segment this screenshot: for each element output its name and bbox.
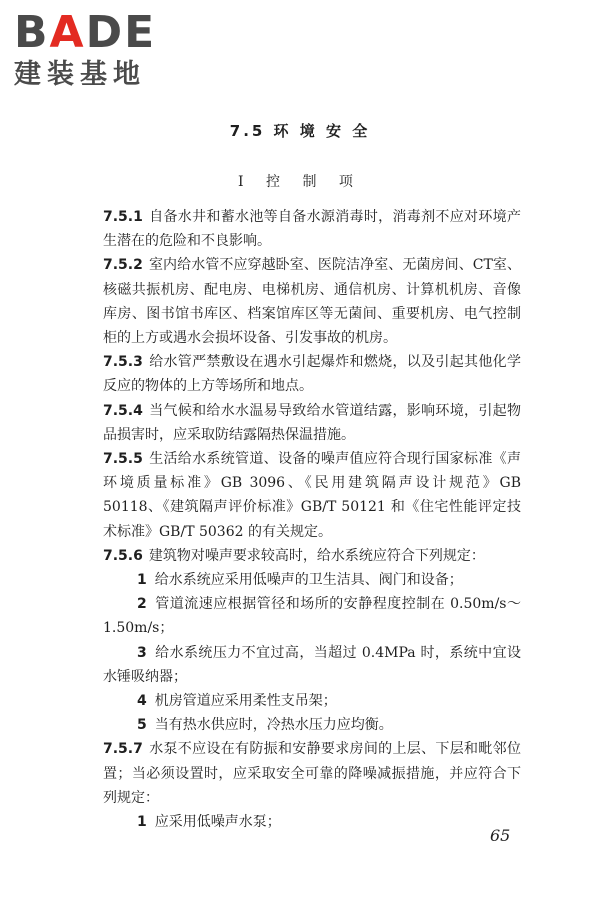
list-item xyxy=(103,689,521,713)
item-text: 机房管道应采用柔性支吊架； xyxy=(154,693,337,710)
clause-text: 室内给水管不应穿越卧室、医院洁净室、无菌房间、CT室、核磁共振机房、配电房、电梯机房、通信机房、计算机机房、音像库房、图书馆书库区、档案馆库区等无菌间、重要机房、电气控制柜的上方或遇水会损坏设备、引发事故的机房。 xyxy=(103,257,521,347)
clause-text: 自备水井和蓄水池等自备水源消毒时，消毒剂不应对环境产生潜在的危险和不良影响。 xyxy=(103,209,521,250)
section-title: 7.5 环 境 安 全 xyxy=(229,122,371,140)
clause-text: 水泵不应设在有防振和安静要求房间的上层、下层和毗邻位置；当必须设置时，应采取安全可靠的降噪减振措施，并应符合下列规定： xyxy=(103,741,521,806)
bade-logo xyxy=(14,7,189,92)
clause-text: 生活给水系统管道、设备的噪声值应符合现行国家标准《声环境质量标准》GB 3096、《民用建筑隔声设计规范》GB 50118、《建筑隔声评价标准》GB/T 50121 和《住宅性能评定技术标准》GB/T 50362 的有关规定。 xyxy=(103,451,521,540)
clause-number: 7.5.1 xyxy=(103,209,143,225)
clause-number: 7.5.7 xyxy=(103,741,143,758)
item-number: 2 xyxy=(137,596,147,613)
list-item xyxy=(103,568,521,592)
item-number: 1 xyxy=(137,572,147,589)
list-item xyxy=(103,592,521,640)
document-body xyxy=(103,205,521,834)
page-number: 65 xyxy=(490,826,511,845)
clause-7-5-1 xyxy=(103,205,521,253)
clause-number: 7.5.4 xyxy=(103,402,143,419)
clause-7-5-3 xyxy=(103,350,521,398)
item-number: 1 xyxy=(137,814,147,831)
clause-text: 给水管严禁敷设在遇水引起爆炸和燃烧，以及引起其他化学反应的物体的上方等场所和地点。 xyxy=(103,354,521,395)
item-text: 当有热水供应时，冷热水压力应均衡。 xyxy=(154,717,393,734)
item-number: 4 xyxy=(137,693,147,710)
logo-subtitle: 建装基地 xyxy=(14,59,146,90)
clause-number: 7.5.5 xyxy=(103,451,143,468)
item-number: 5 xyxy=(137,717,147,734)
clause-number: 7.5.3 xyxy=(103,354,143,371)
clause-7-5-4 xyxy=(103,399,521,447)
logo-accent-letter: A xyxy=(49,7,86,58)
clause-7-5-2 xyxy=(103,253,521,350)
clause-text: 建筑物对噪声要求较高时，给水系统应符合下列规定： xyxy=(148,547,485,564)
list-item xyxy=(103,713,521,737)
clause-7-5-7 xyxy=(103,737,521,810)
subsection-title: Ⅰ 控 制 项 xyxy=(238,174,362,190)
clause-7-5-5 xyxy=(103,447,521,544)
list-item xyxy=(103,810,521,834)
clause-7-5-6 xyxy=(103,544,521,568)
item-text: 给水系统压力不宜过高，当超过 0.4MPa 时，系统中宜设水锤吸纳器； xyxy=(103,644,521,685)
item-text: 应采用低噪声水泵； xyxy=(154,814,281,831)
item-text: 给水系统应采用低噪声的卫生洁具、阀门和设备； xyxy=(154,572,463,589)
item-number: 3 xyxy=(137,644,147,661)
clause-text: 当气候和给水水温易导致给水管道结露，影响环境，引起物品损害时，应采取防结露隔热保温措施。 xyxy=(103,402,521,443)
item-text: 管道流速应根据管径和场所的安静程度控制在 0.50m/s～1.50m/s； xyxy=(103,596,521,637)
list-item xyxy=(103,641,521,689)
clause-number: 7.5.2 xyxy=(103,257,143,274)
clause-number: 7.5.6 xyxy=(103,547,143,564)
logo-wordmark: BADE xyxy=(14,7,157,58)
